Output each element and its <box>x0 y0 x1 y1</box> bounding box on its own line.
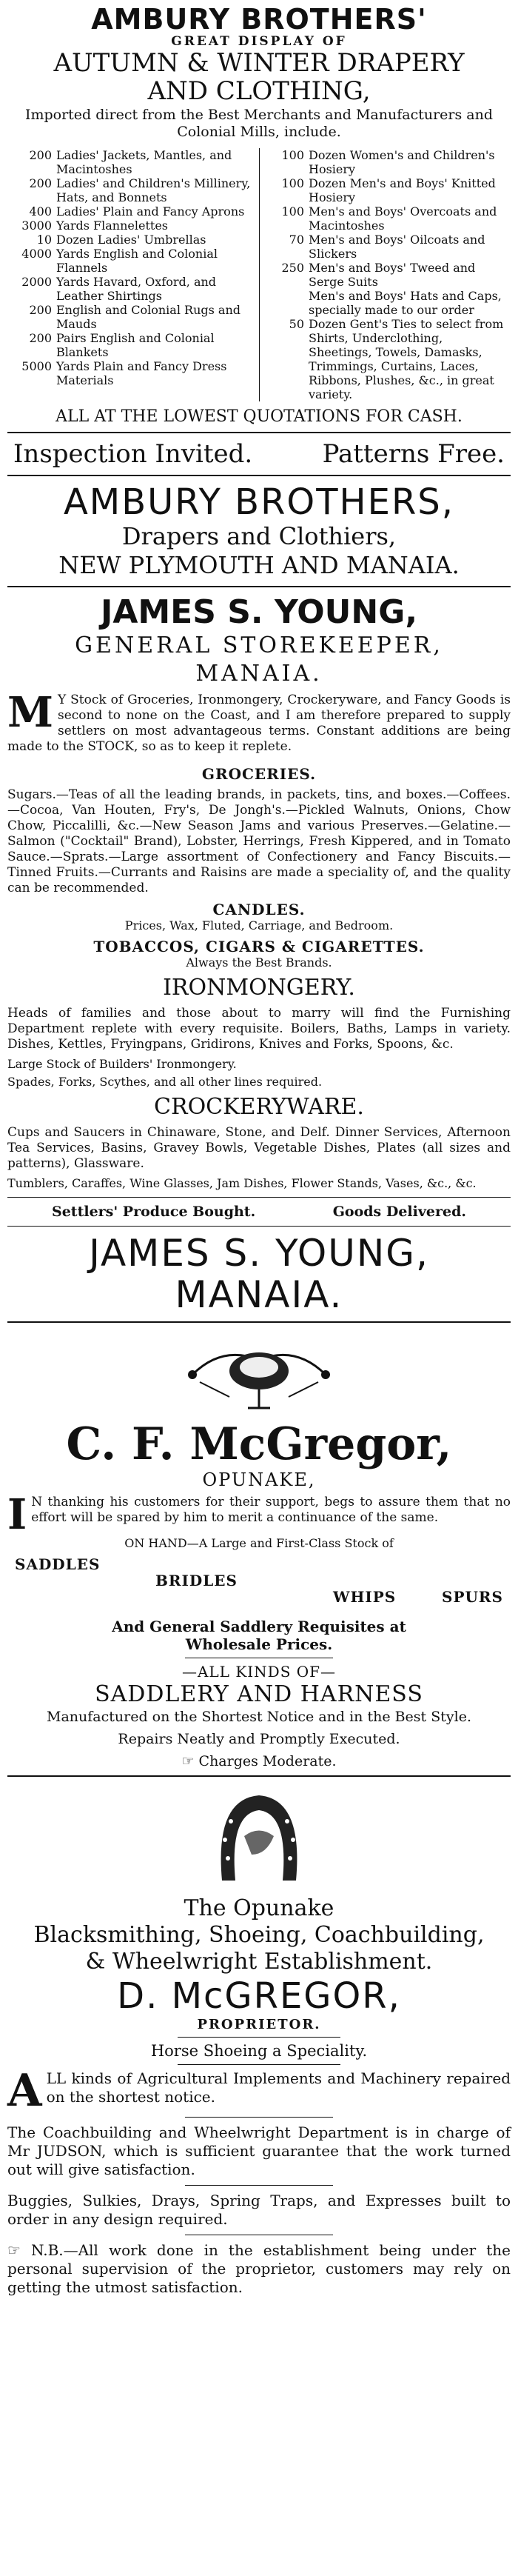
cf-manufactured: Manufactured on the Shortest Notice and in the Best Style. <box>47 1709 471 1725</box>
cf-intro: N thanking his customers for their support, begs to assure them that no effort will be spared by him to merit a continuance of the same. <box>31 1495 511 1525</box>
cf-general: And General Saddlery Requisites at <box>112 1618 406 1635</box>
stock-description: Dozen Women's and Children's Hosiery <box>309 148 495 176</box>
crock-text: Cups and Saucers in Chinaware, Stone, and Delf. Dinner Services, Afternoon Tea Services, Basins, Gravey Bowls, Vegetable Dishes, Plates (all sizes and patterns), Glassware. <box>7 1125 511 1171</box>
cf-intro-paragraph <box>7 1490 511 1539</box>
stock-list-item <box>12 148 255 176</box>
d-title-line2: & Wheelwright Establishment. <box>85 1949 433 1975</box>
iron-line3: Spades, Forks, Scythes, and all other lines required. <box>7 1075 323 1089</box>
d-p1-paragraph <box>7 2065 511 2117</box>
stock-list-item <box>12 275 255 303</box>
stock-quantity <box>264 289 309 317</box>
stock-quantity: 5000 <box>21 359 52 373</box>
divider <box>7 586 511 587</box>
d-mcgregor-advert <box>7 1784 511 2297</box>
stock-list-item <box>264 233 506 261</box>
stock-quantity: 100 <box>281 148 304 162</box>
d-nb: N.B.—All work done in the establishment being under the personal supervision of the proprietor, customers may rely on getting the utmost satisfaction. <box>7 2241 511 2296</box>
stock-quantity: 10 <box>36 233 52 247</box>
stock-list-item <box>12 233 255 247</box>
candles-heading: CANDLES. <box>212 901 306 918</box>
iron-heading: IRONMONGERY. <box>163 975 355 1001</box>
stock-list-item <box>264 289 506 317</box>
stock-quantity: 200 <box>29 331 52 345</box>
stock-description: Ladies' and Children's Millinery, Hats, and Bonnets <box>56 176 251 204</box>
divider <box>7 475 511 476</box>
stock-quantity: 100 <box>281 176 304 190</box>
horseshoe-emblem-icon <box>200 1784 318 1888</box>
stock-list-item <box>264 148 506 176</box>
young-advert <box>7 593 511 1315</box>
divider <box>7 1197 511 1198</box>
saddle-illustration <box>7 1330 511 1412</box>
divider <box>7 1321 511 1323</box>
cf-on-hand: ON HAND—A Large and First-Class Stock of <box>124 1536 394 1550</box>
d-p1: LL kinds of Agricultural Implements and Machinery repaired on the shortest notice. <box>46 2069 511 2106</box>
divider <box>178 2037 340 2038</box>
stock-description: Men's and Boys' Tweed and Serge Suits <box>309 261 476 289</box>
stock-description: Ladies' Jackets, Mantles, and Macintoshes <box>56 148 232 176</box>
cf-charges-row <box>7 1753 511 1769</box>
young-town: MANAIA. <box>195 661 323 687</box>
horseshoe-illustration <box>7 1784 511 1888</box>
ambury-inspection: Inspection Invited. <box>13 439 253 469</box>
cf-wholesale: Wholesale Prices. <box>185 1635 333 1653</box>
d-p2: The Coachbuilding and Wheelwright Department is in charge of Mr JUDSON, which is sufficient guarantee that the work turned out will give satisfaction. <box>7 2123 511 2178</box>
stock-quantity: 200 <box>29 176 52 190</box>
stock-quantity: 200 <box>29 303 52 317</box>
stock-quantity: 70 <box>289 233 304 247</box>
cf-mcgregor-advert <box>7 1330 511 1769</box>
stock-description: Yards Flannelettes <box>56 218 169 233</box>
candles-text: Prices, Wax, Fluted, Carriage, and Bedroom. <box>124 918 394 932</box>
ambury-left-column <box>7 148 259 401</box>
d-title-the: The Opunake <box>184 1895 334 1921</box>
cf-repairs: Repairs Neatly and Promptly Executed. <box>118 1731 400 1747</box>
d-speciality: Horse Shoeing a Speciality. <box>150 2042 368 2060</box>
ambury-towns: NEW PLYMOUTH AND MANAIA. <box>58 551 460 579</box>
stock-description: Men's and Boys' Overcoats and Macintoshes <box>309 204 497 233</box>
tobacco-text: Always the Best Brands. <box>186 955 332 970</box>
young-intro: Y Stock of Groceries, Ironmongery, Crockeryware, and Fancy Goods is second to none on the Coast, and I am therefore prepared to supply settlers on most advantageous terms. Constant additions are being made to the STOCK, so as to keep it replete. <box>7 693 511 754</box>
stock-quantity <box>264 331 309 401</box>
saddle-emblem-icon <box>178 1330 340 1412</box>
stock-list-item <box>264 331 506 401</box>
young-footer-town: MANAIA. <box>175 1273 343 1316</box>
stock-quantity: 4000 <box>21 247 52 261</box>
young-intro-paragraph <box>7 688 511 755</box>
stock-description: Shirts, Underclothing, Sheetings, Towels, Damasks, Trimmings, Curtains, Laces, Ribbons, Plushes, &c., in great variety. <box>309 331 494 401</box>
cf-all-kinds: —ALL KINDS OF— <box>181 1663 337 1681</box>
cf-town: OPUNAKE, <box>202 1469 316 1490</box>
ambury-advert <box>7 4 511 580</box>
stock-list-item <box>12 204 255 218</box>
divider <box>178 2064 340 2065</box>
stock-description: Ladies' Plain and Fancy Aprons <box>56 204 245 218</box>
crock-line2: Tumblers, Caraffes, Wine Glasses, Jam Dishes, Flower Stands, Vases, &c., &c. <box>7 1176 477 1190</box>
iron-line2: Large Stock of Builders' Ironmongery. <box>7 1057 237 1071</box>
d-nb-row <box>7 2241 511 2297</box>
cf-charges: Charges Moderate. <box>198 1753 337 1769</box>
stock-list-item <box>12 359 255 387</box>
d-title-line1: Blacksmithing, Shoeing, Coachbuilding, <box>33 1922 485 1948</box>
stock-list-item <box>264 317 506 331</box>
divider <box>185 2117 333 2118</box>
stock-list-item <box>12 247 255 275</box>
ambury-intro: Imported direct from the Best Merchants and Manufacturers and Colonial Mills, include. <box>24 107 494 140</box>
ambury-title: AMBURY BROTHERS' <box>91 3 427 36</box>
stock-list-item <box>12 176 255 204</box>
stock-description: Dozen Gent's Ties to select from <box>309 317 504 331</box>
stock-description: Men's and Boys' Hats and Caps, specially made to our order <box>309 289 502 317</box>
pointing-hand-icon: ☞ <box>7 2241 21 2259</box>
ambury-season-line1: AUTUMN & WINTER DRAPERY <box>53 48 465 78</box>
cf-spurs: SPURS <box>442 1588 503 1606</box>
divider <box>7 1226 511 1227</box>
stock-list-item <box>264 204 506 233</box>
young-title: JAMES S. YOUNG, <box>100 593 418 631</box>
stock-quantity: 250 <box>281 261 304 275</box>
drop-cap: I <box>7 1490 27 1539</box>
pointing-hand-icon: ☞ <box>181 1753 195 1769</box>
ambury-inspection-row <box>7 439 511 469</box>
tobacco-heading: TOBACCOS, CIGARS & CIGARETTES. <box>93 938 425 955</box>
stock-description: Dozen Ladies' Umbrellas <box>56 233 206 247</box>
newspaper-page <box>7 0 511 2297</box>
ambury-stock-columns <box>7 148 511 401</box>
ambury-lowest: ALL AT THE LOWEST QUOTATIONS FOR CASH. <box>56 407 462 426</box>
stock-description: Yards English and Colonial Flannels <box>56 247 218 275</box>
stock-list-item <box>12 303 255 331</box>
crock-heading: CROCKERYWARE. <box>154 1094 364 1120</box>
stock-quantity: 100 <box>281 204 304 218</box>
iron-text: Heads of families and those about to marry will find the Furnishing Department replete with every requisite. Boilers, Baths, Lamps in variety. Dishes, Kettles, Fryingpans, Gridirons, Knives and Forks, Spoons, &c. <box>7 1006 511 1052</box>
drop-cap: M <box>7 688 53 737</box>
d-p3: Buggies, Sulkies, Drays, Spring Traps, and Expresses built to order in any design required. <box>7 2192 511 2228</box>
stock-quantity: 2000 <box>21 275 52 289</box>
divider <box>185 2185 333 2186</box>
stock-description: Dozen Men's and Boys' Knitted Hosiery <box>309 176 496 204</box>
stock-description: Yards Havard, Oxford, and Leather Shirtings <box>56 275 217 303</box>
stock-quantity: 400 <box>29 204 52 218</box>
stock-description: English and Colonial Rugs and Mauds <box>56 303 240 331</box>
cf-bridles: BRIDLES <box>155 1572 238 1589</box>
divider <box>7 1775 511 1777</box>
cf-whips: WHIPS <box>333 1588 397 1606</box>
stock-description: Pairs English and Colonial Blankets <box>56 331 215 359</box>
settlers-produce: Settlers' Produce Bought. <box>52 1204 256 1220</box>
ambury-patterns: Patterns Free. <box>322 439 505 469</box>
stock-description: Yards Plain and Fancy Dress Materials <box>56 359 227 387</box>
ambury-season-line2: AND CLOTHING, <box>147 76 371 106</box>
ambury-name: AMBURY BROTHERS, <box>63 481 455 523</box>
ambury-right-column <box>259 148 511 401</box>
stock-quantity: 50 <box>289 317 304 331</box>
groceries-text: Sugars.—Teas of all the leading brands, in packets, tins, and boxes.—Coffees.—Cocoa, Van Houten, Fry's, De Jongh's.—Pickled Walnuts, Onions, Chow Chow, Piccalilli, &c.—New Season Jams and various Preserves.—Gelatine.—Salmon ("Cocktail" Brand), Lobster, Herrings, Fresh Kippered, and in Tomato Sauce.—Sprats.—Large assortment of Confectionery and Fancy Biscuits.—Tinned Fruits.—Currants and Raisins are made a speciality of, and the quality can be recommended. <box>7 787 511 895</box>
ambury-trade: Drapers and Clothiers, <box>121 522 397 550</box>
divider <box>7 432 511 433</box>
stock-list-item <box>264 261 506 289</box>
ambury-subtitle: GREAT DISPLAY OF <box>171 34 347 49</box>
young-footer-name: JAMES S. YOUNG, <box>89 1232 429 1275</box>
stock-list-item <box>12 218 255 233</box>
drop-cap: A <box>7 2065 42 2117</box>
groceries-heading: GROCERIES. <box>201 765 317 783</box>
stock-quantity: 3000 <box>21 218 52 233</box>
cf-saddles: SADDLES <box>15 1555 101 1573</box>
young-service-row <box>7 1204 511 1220</box>
stock-description: Men's and Boys' Oilcoats and Slickers <box>309 233 485 261</box>
stock-list-item <box>12 331 255 359</box>
cf-title: C. F. McGregor, <box>66 1418 452 1470</box>
d-name: D. McGREGOR, <box>117 1975 401 2017</box>
d-proprietor: PROPRIETOR. <box>197 2017 321 2032</box>
cf-saddlery: SADDLERY AND HARNESS <box>95 1681 423 1707</box>
goods-delivered: Goods Delivered. <box>332 1204 466 1220</box>
stock-list-item <box>264 176 506 204</box>
cf-stock-list <box>7 1551 511 1618</box>
young-subtitle: GENERAL STOREKEEPER, <box>75 633 443 658</box>
stock-quantity: 200 <box>29 148 52 162</box>
